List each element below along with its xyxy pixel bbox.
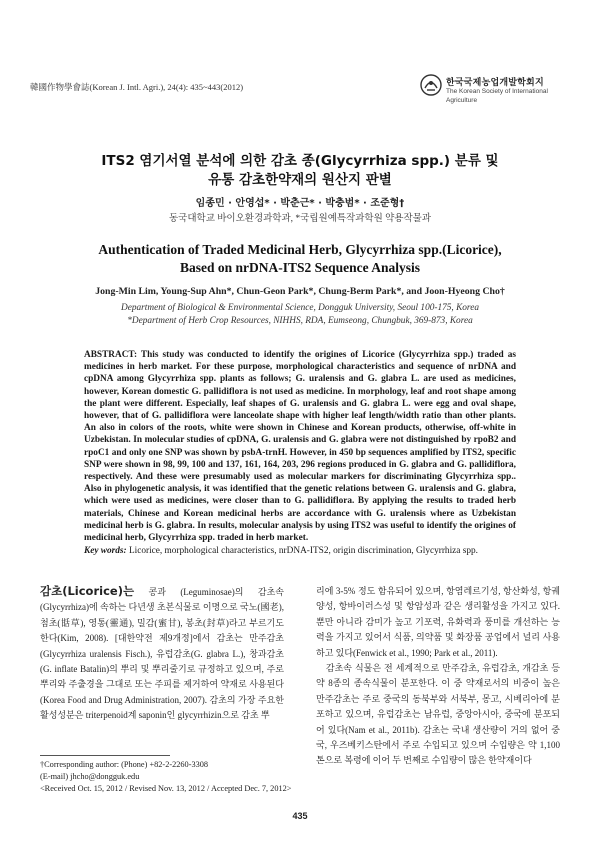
body-left-text: 콩과 (Leguminosae)의 감초속 (Glycyrrhiza)에 속하는 다년생 초본식물로 이명으로 국노(國老), 첨초(甛草), 영통(靈通), 밀감(蜜甘), 봉초(封草)라고 부르기도 한다(Kim, 2008). [대한약전 제9개정]에서 감초는 만주감초(Glycyrrhiza uralensis Fisch.), 유럽감초(G. glabra L.), 창과감초(G. inflate Batalin)의 뿌리 및 뿌리줄기로 규정하고 있으며, 주로 뿌리와 주출경을 그대로 또는 주피를 제거하여 약재로 사용된다(Korea Food and Drug Administration, 2007). 감초의 가장 주요한 활성성분은 triterpenoid계 saponin인 glycyrrhizin으로 감초 뿌 [40,587,284,721]
footnote-dates: <Received Oct. 15, 2012 / Revised Nov. 13, 2012 / Accepted Dec. 7, 2012> [40,783,292,793]
footnote-divider [40,755,170,756]
body-column-left [40,584,284,724]
title-en-line2: Based on nrDNA-ITS2 Sequence Analysis [179,260,421,275]
authors-korean: 임종민 · 안영섭* · 박춘근* · 박충범* · 조준형† [195,198,405,209]
society-logo [420,74,570,114]
society-name-korean: 한국국제농업개발학회지 [446,78,544,88]
paper-title-korean [0,152,600,190]
footnote-email: (E-mail) jhcho@dongguk.edu [40,771,140,781]
body-right-paragraph-2: 감초속 식물은 전 세계적으로 만주감초, 유럽감초, 개감초 등 약 8종의 종속식물이 분포한다. 이 중 약재로서의 비중이 높은 만주감초는 주로 중국의 동북부와 서북부, 몽고, 시베리아에 분포하고 있으며, 유럽감초는 남유럽, 중앙아시아, 중국에 분포되어 있다(Nam et al., 2011b). 감초는 국내 생산량이 거의 없어 중국, 우즈베키스탄에서 주로 수입되고 있으며 수입량은 약 1,100톤으로 복령에 이어 두 번째로 수입량이 많은 한약재이다 [316,663,560,766]
body-right-paragraph-1: 리에 3-5% 정도 함유되어 있으며, 항염레르기성, 항산화성, 항궤양성, 항바이러스성 및 항암성과 같은 생리활성을 가지고 있다. 뿐만 아니라 감미가 높고 기포력, 유화력과 풍미를 개선하는 능력을 가지고 있어서 식품, 의약품 및 화장품 공업에서 널리 사용하고 있다(Fenwick et al., 1990; Park et al., 2011). [316,586,560,658]
keywords-text: Licorice, morphological characteristics, nrDNA-ITS2, origin discrimination, Glycyrrhiza spp. [128,546,478,556]
lead-term: 감초(Licorice)는 [40,584,135,598]
affiliation-en-line2: *Department of Herb Crop Resources, NIHHS, RDA, Eumseong, Chungbuk, 369-873, Korea [127,315,473,326]
authors-english: Jong-Min Lim, Young-Sup Ahn*, Chun-Geon Park*, Chung-Berm Park*, and Joon-Hyeong Cho† [95,286,505,297]
journal-citation: 韓國作物學會誌(Korean J. Intl. Agri.), 24(4): 435~443(2012) [30,82,244,92]
affiliation-english [0,302,600,327]
title-en-line1: Authentication of Traded Medicinal Herb, Glycyrrhiza spp.(Licorice), [98,242,502,257]
title-ko-line1: ITS2 염기서열 분석에 의한 감초 종(Glycyrrhiza spp.) 분류 및 [101,153,499,169]
page-number: 435 [292,811,308,821]
affiliation-korean: 동국대학교 바이오환경과학과, *국립원예특작과학원 약용작물과 [168,214,432,224]
affiliation-en-line1: Department of Biological & Environmental Science, Dongguk University, Seoul 100-175, Korea [121,303,479,313]
paper-title-english [0,241,600,277]
body-column-right [316,584,560,769]
abstract: ABSTRACT: This study was conducted to identify the origines of Licorice (Glycyrrhiza spp.) traded as medicines in herb market. For these purpose, morphological characteristics and sequence of nrDNA and cpDNA among Glycyrrhiza spp. plants as follows; G. uralensis and G. glabra L. are used as medicines, however, Korean domestic G. pallidiflora is not used as medicine. In morphology, leaf and root shape among the plant were different. Especially, leaf shapes of G. uralensis and G. glabra L. were egg and oval shape, however, that of G. pallidiflora were lanceolate shape with higher leaf length/width ratio than other plants. An also in colors of the roots, white were shown in Chinese and Korean products, otherwise, off-white in Uzbekistan. In molecular studies of cpDNA, G. uralensis and G. glabra were not distinguished by rpoB2 and rpoC1 and only one SNP was shown by psbA-trnH. However, in 450 bp sequences amplified by ITS2, specific SNP were shown in 98, 99, 100 and 137, 161, 164, 203, 296 regions produced in G. glabra and G. pallidiflora, respectively. And these were presumably used as molecular markers for discriminating Glycyrrhiza spp.. Also in phylogenetic analysis, it was identified that the genetic relations between G. uralensis and G. glabra, which were used as medicines, were closer than to G. pallidiflora. By applying the results to traded herb materials, Chinese and Korean medicinal herbs are accordance with G. uralensis where as Uzbekistan medicinal herb is G. glabra. In results, molecular analysis by using ITS2 was useful to identify the origines of medicinal herb, Glycyrrhiza spp. traded in herb market. [84,350,516,544]
keywords [84,545,516,557]
title-ko-line2: 유통 감초한약재의 원산지 판별 [208,172,392,188]
keywords-label: Key words: [84,546,127,556]
footnote [40,759,300,794]
footnote-corresponding: †Corresponding author: (Phone) +82-2-2260-3308 [40,760,209,769]
society-name-english: The Korean Society of International Agriculture [446,88,548,104]
society-emblem-icon [420,74,442,96]
